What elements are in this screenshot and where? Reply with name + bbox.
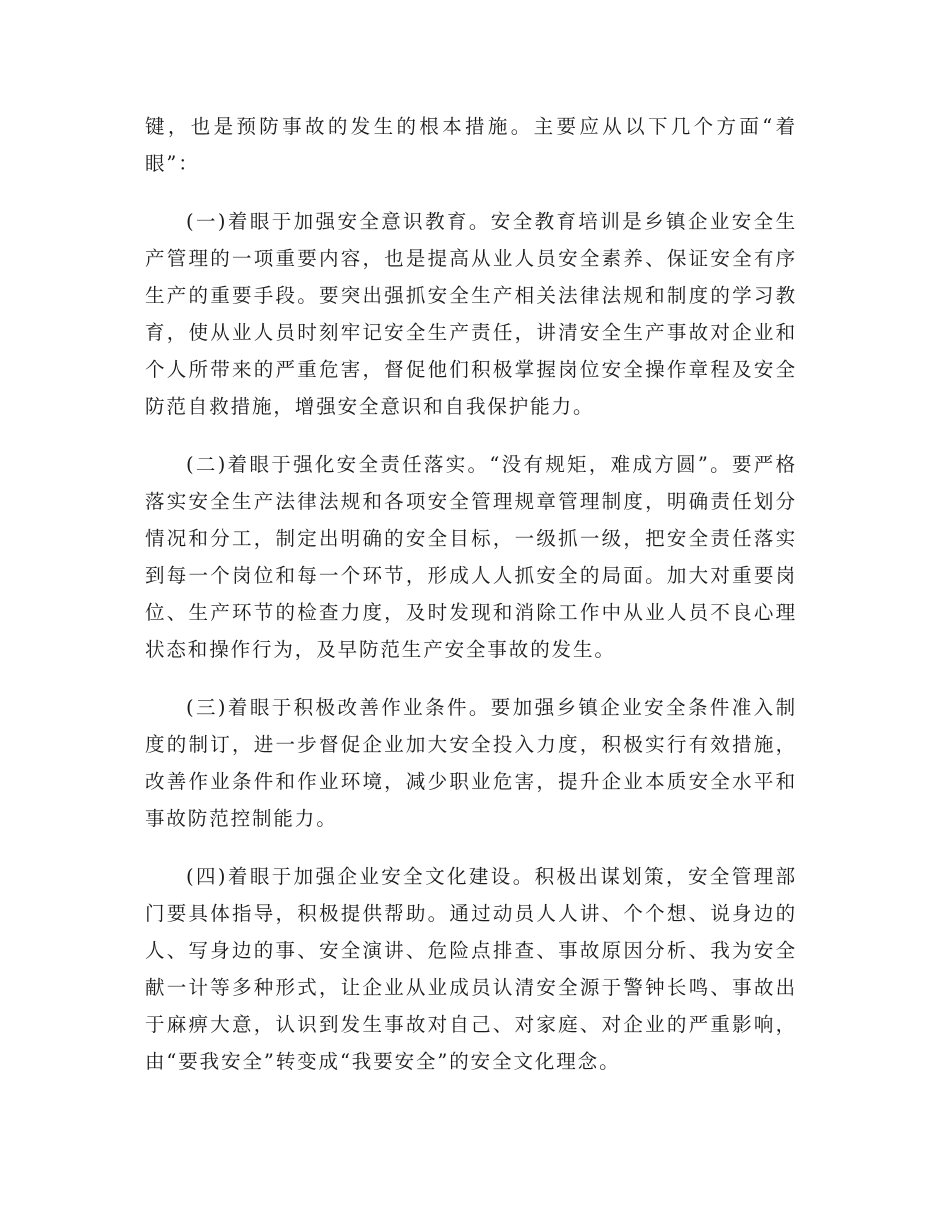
paragraph-section-2: (二)着眼于强化安全责任落实。“没有规矩，难成方圆”。要严格落实安全生产法律法规和各项安全管理规章管理制度，明确责任划分情况和分工，制定出明确的安全目标，一级抓一级，把安全责任落实到每一个岗位和每一个环节，形成人人抓安全的局面。加大对重要岗位、生产环节的检查力度，及时发现和消除工作中从业人员不良心理状态和操作行为，及早防范生产安全事故的发生。	[145, 453, 797, 661]
paragraph-continuation: 键，也是预防事故的发生的根本措施。主要应从以下几个方面“着眼”：	[145, 115, 797, 175]
paragraph-section-4: (四)着眼于加强企业安全文化建设。积极出谋划策，安全管理部门要具体指导，积极提供帮助。通过动员人人讲、个个想、说身边的人、写身边的事、安全演讲、危险点排查、事故原因分析、我为安全献一计等多种形式，让企业从业成员认清安全源于警钟长鸣、事故出于麻痹大意，认识到发生事故对自己、对家庭、对企业的严重影响，由“要我安全”转变成“我要安全”的安全文化理念。	[145, 865, 797, 1073]
paragraph-section-1: (一)着眼于加强安全意识教育。安全教育培训是乡镇企业安全生产管理的一项重要内容，也是提高从业人员安全素养、保证安全有序生产的重要手段。要突出强抓安全生产相关法律法规和制度的学习教育，使从业人员时刻牢记安全生产责任，讲清安全生产事故对企业和个人所带来的严重危害，督促他们积极掌握岗位安全操作章程及安全防范自救措施，增强安全意识和自我保护能力。	[145, 210, 797, 418]
document-body	[145, 108, 797, 1101]
paragraph-section-3: (三)着眼于积极改善作业条件。要加强乡镇企业安全条件准入制度的制订，进一步督促企业加大安全投入力度，积极实行有效措施，改善作业条件和作业环境，减少职业危害，提升企业本质安全水平和事故防范控制能力。	[145, 696, 797, 830]
